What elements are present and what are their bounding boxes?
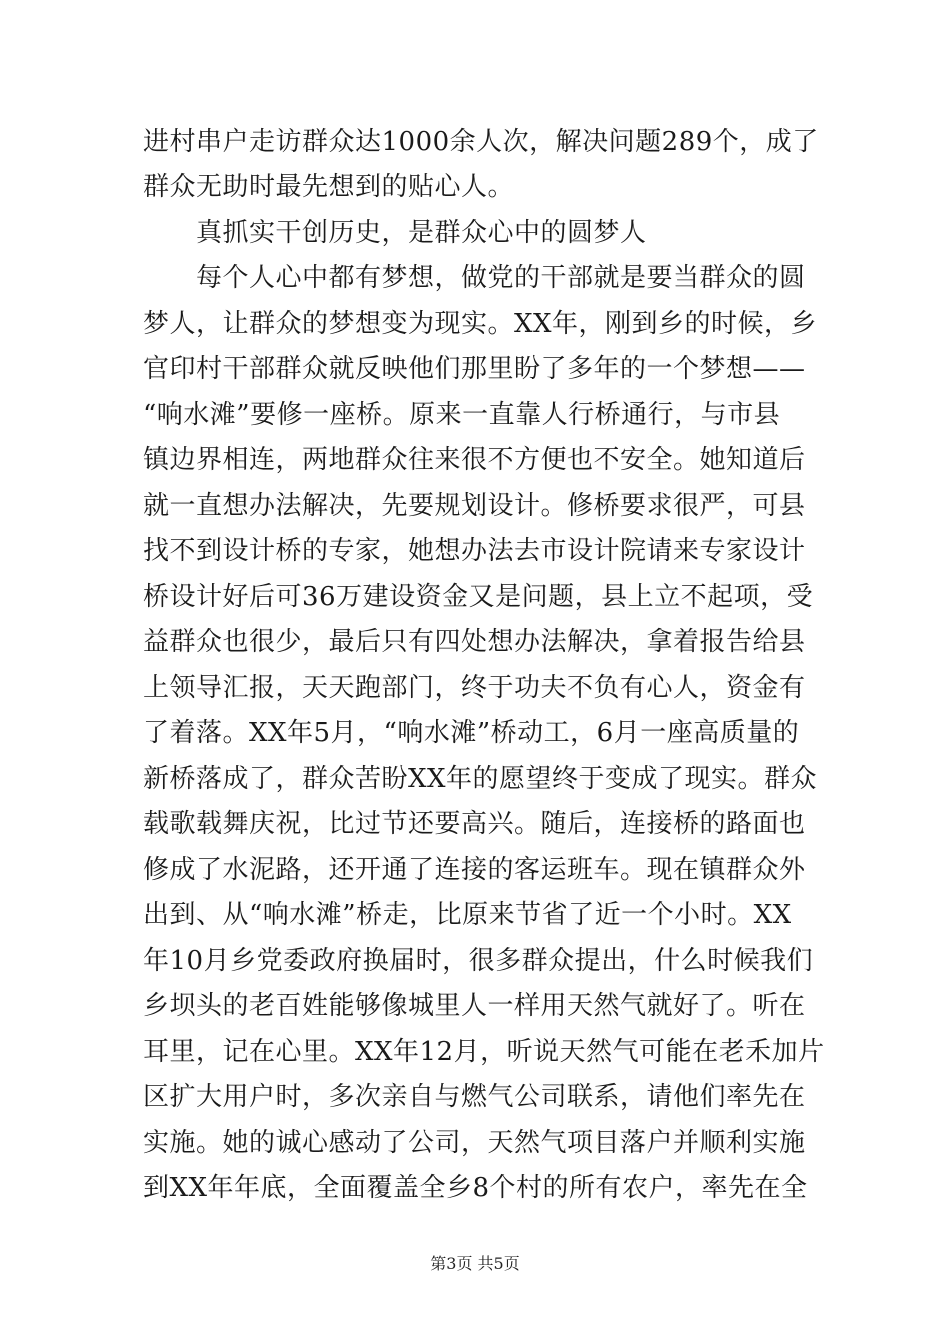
text-line: 修成了水泥路，还开通了连接的客运班车。现在镇群众外 (143, 855, 806, 885)
text-line: 载歌载舞庆祝，比过节还要高兴。随后，连接桥的路面也 (143, 809, 806, 839)
text-line: 上领导汇报，天天跑部门，终于功夫不负有心人，资金有 (143, 673, 806, 703)
text-line: 每个人心中都有梦想，做党的干部就是要当群众的圆 (196, 263, 806, 293)
text-line: 区扩大用户时，多次亲自与燃气公司联系，请他们率先在 (143, 1082, 806, 1112)
page-number-footer: 第3页 共5页 (430, 1254, 520, 1273)
text-line: 出到、从“响水滩”桥走，比原来节省了近一个小时。XX (143, 900, 792, 930)
text-line: 乡坝头的老百姓能够像城里人一样用天然气就好了。听在 (143, 991, 806, 1021)
text-line: 桥设计好后可36万建设资金又是问题，县上立不起项，受 (143, 582, 814, 612)
text-line: 了着落。XX年5月，“响水滩”桥动工，6月一座高质量的 (143, 718, 800, 748)
text-line: 进村串户走访群众达1000余人次，解决问题289个，成了 (143, 127, 819, 157)
text-line: 新桥落成了，群众苦盼XX年的愿望终于变成了现实。群众 (143, 764, 818, 794)
text-line: 官印村干部群众就反映他们那里盼了多年的一个梦想—— (143, 354, 806, 384)
text-line: 镇边界相连，两地群众往来很不方便也不安全。她知道后 (143, 445, 806, 475)
text-line: 到XX年年底，全面覆盖全乡8个村的所有农户，率先在全 (143, 1173, 808, 1203)
text-line: 实施。她的诚心感动了公司，天然气项目落户并顺利实施 (143, 1128, 806, 1158)
section-heading: 真抓实干创历史，是群众心中的圆梦人 (196, 218, 647, 248)
text-line: 就一直想办法解决，先要规划设计。修桥要求很严，可县 (143, 491, 806, 521)
text-line: 群众无助时最先想到的贴心人。 (143, 172, 515, 202)
text-line: 年10月乡党委政府换届时，很多群众提出，什么时候我们 (143, 946, 814, 976)
text-line: “响水滩”要修一座桥。原来一直靠人行桥通行，与市县 (143, 400, 781, 430)
text-line: 益群众也很少，最后只有四处想办法解决，拿着报告给县 (143, 627, 806, 657)
text-line: 梦人，让群众的梦想变为现实。XX年，刚到乡的时候，乡 (143, 309, 818, 339)
text-line: 耳里，记在心里。XX年12月，听说天然气可能在老禾加片 (143, 1037, 825, 1067)
text-line: 找不到设计桥的专家，她想办法去市设计院请来专家设计 (143, 536, 806, 566)
